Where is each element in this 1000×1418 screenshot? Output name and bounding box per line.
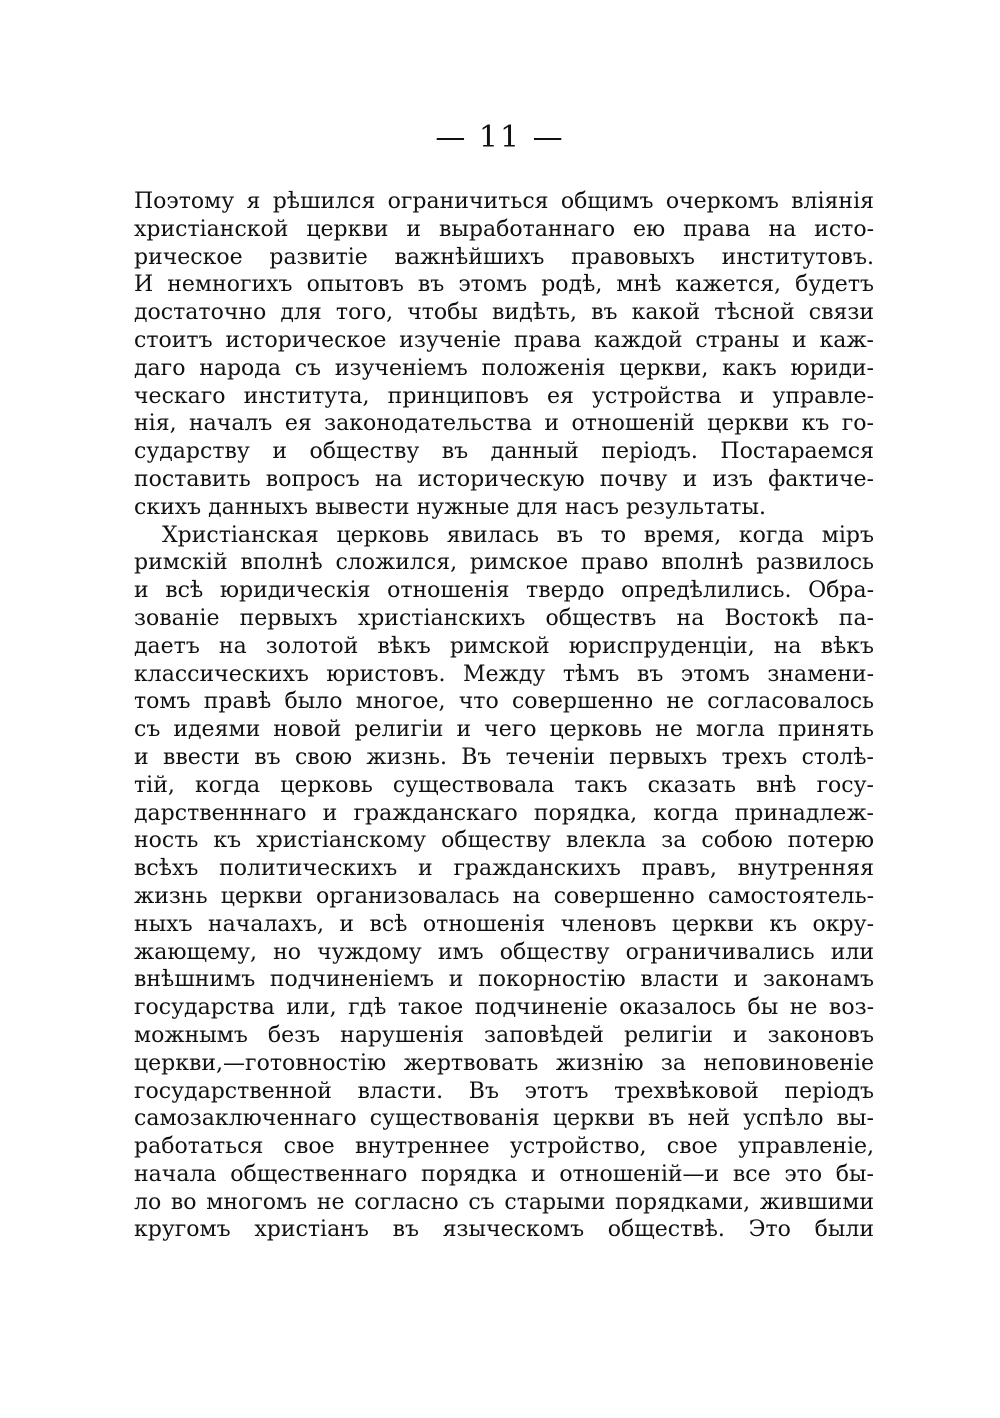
text-line: и ввести въ свою жизнь. Въ теченiи первыхъ трехъ столѣ- [134, 744, 874, 770]
text-line: жизнь церкви организовалась на совершенно самостоятель- [134, 883, 874, 909]
text-line: ческаго института, принциповъ ея устройства и управле- [134, 383, 874, 409]
text-line: рическое развитiе важнѣйшихъ правовыхъ институтовъ. [134, 244, 874, 270]
text-line: дарственннаго и гражданскаго порядка, когда принадлеж- [134, 800, 874, 826]
text-line: даго народа съ изученiемъ положенiя церкви, какъ юриди- [134, 355, 874, 381]
text-line: тiй, когда церковь существовала такъ сказать внѣ госу- [134, 772, 874, 798]
text-line: зованiе первыхъ христiанскихъ обществъ на Востокѣ па- [134, 605, 874, 631]
text-line: сударству и обществу въ данный перiодъ. Постараемся [134, 439, 874, 465]
text-line: римскiй вполнѣ сложился, римское право вполнѣ развилось [134, 550, 874, 576]
text-line: Христiанская церковь явилась въ то время, когда мiръ [162, 522, 874, 548]
text-line: можнымъ безъ нарушенiя заповѣдей религiи и законовъ [134, 1022, 874, 1048]
text-line: ность къ христiанскому обществу влекла за собою потерю [134, 828, 874, 854]
body-text [134, 188, 874, 1244]
text-line: кругомъ христiанъ въ языческомъ обществѣ. Это были [134, 1217, 874, 1243]
text-line: самозаключеннаго существованiя церкви въ ней успѣло вы- [134, 1106, 874, 1132]
text-line: Поэтому я рѣшился ограничиться общимъ очеркомъ влiянiя [134, 189, 874, 214]
text-line: государственной власти. Въ этотъ трехвѣковой перiодъ [134, 1078, 874, 1104]
text-line: работаться свое внутреннее устройство, свое управленiе, [134, 1134, 874, 1160]
text-line: христiанской церкви и выработаннаго ею права на исто- [134, 216, 874, 242]
text-line: церкви,—готовностiю жертвовать жизнiю за неповиновенiе [134, 1050, 874, 1076]
text-line: начала общественнаго порядка и отношенiй—и все это бы- [134, 1161, 874, 1187]
text-line: нiя, началъ ея законодательства и отношенiй церкви къ го- [134, 411, 874, 437]
text-line: стоитъ историческое изученiе права каждой страны и каж- [134, 327, 874, 353]
text-line: достаточно для того, чтобы видѣть, въ какой тѣсной связи [134, 300, 874, 326]
text-line: И немногихъ опытовъ въ этомъ родѣ, мнѣ кажется, будетъ [134, 272, 874, 298]
text-line: томъ правѣ было многое, что совершенно не согласовалось [134, 689, 874, 715]
text-line: государства или, гдѣ такое подчиненiе оказалось бы не воз- [134, 995, 874, 1021]
text-line: и всѣ юридическiя отношенiя твердо опредѣлились. Обра- [134, 578, 874, 604]
text-line: ло во многомъ не согласно съ старыми порядками, жившими [134, 1189, 874, 1215]
text-line: ныхъ началахъ, и всѣ отношенiя членовъ церкви къ окру- [134, 911, 874, 937]
text-line: классическихъ юристовъ. Между тѣмъ въ этомъ знамени- [134, 661, 874, 687]
text-line: даетъ на золотой вѣкъ римской юриспруденцiи, на вѣкъ [134, 633, 874, 659]
text-line: жающему, но чуждому имъ обществу ограничивались или [134, 939, 874, 965]
text-line: внѣшнимъ подчиненiемъ и покорностiю власти и законамъ [134, 967, 874, 993]
text-line: съ идеями новой религiи и чего церковь не могла принять [134, 717, 874, 743]
text-line: скихъ данныхъ вывести нужные для насъ результаты. [134, 494, 766, 520]
text-line: всѣхъ политическихъ и гражданскихъ правъ, внутренняя [134, 856, 874, 882]
page-number: — 11 — [435, 120, 565, 155]
text-line: поставить вопросъ на историческую почву и изъ фактиче- [134, 466, 874, 492]
